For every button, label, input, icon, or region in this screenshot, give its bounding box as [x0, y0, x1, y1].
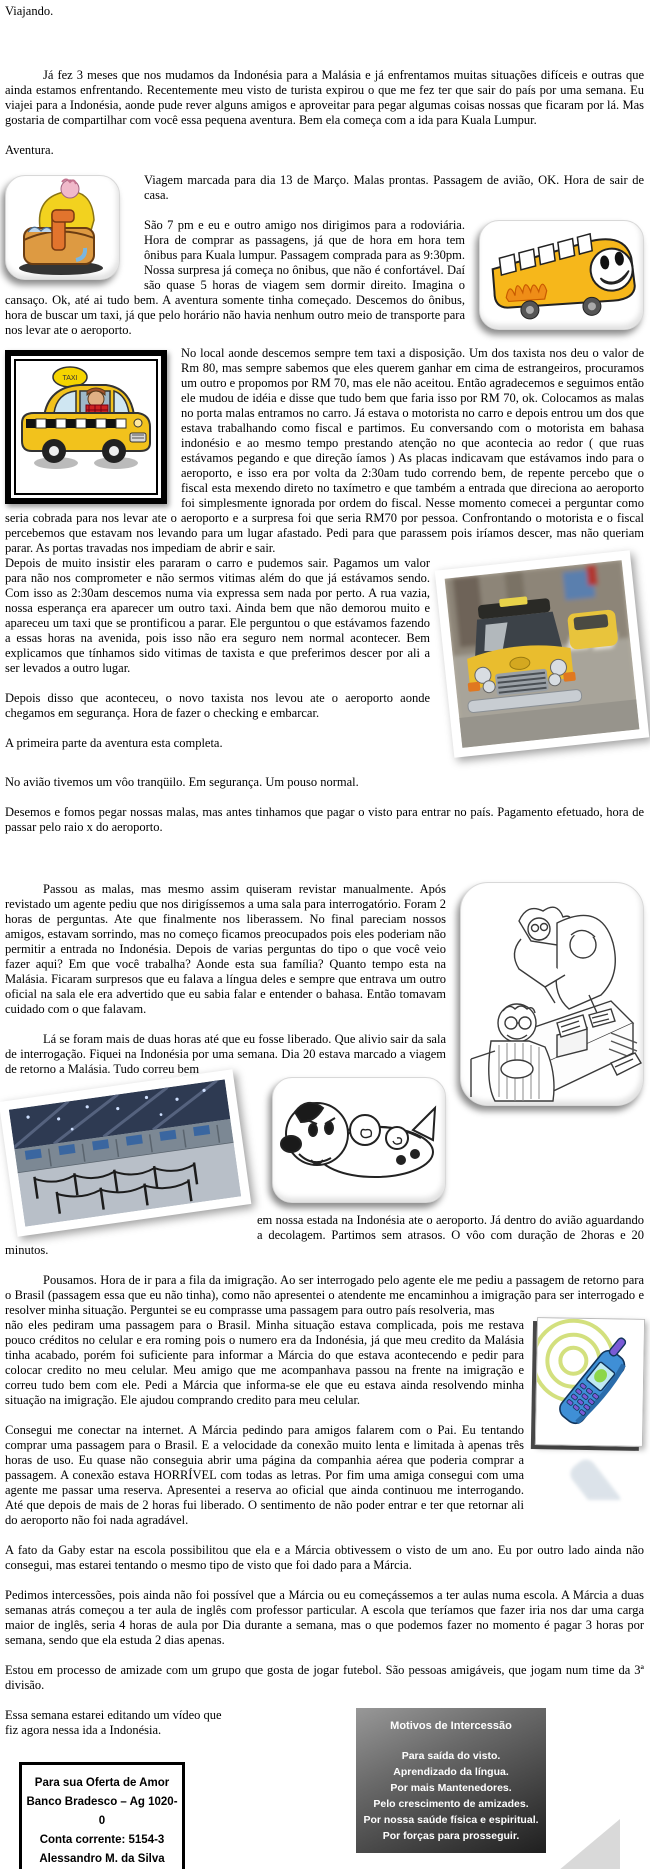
intro-paragraph: Já fez 3 meses que nos mudamos da Indonésia para a Malásia e já enfrentamos muitas situações difíceis e outras que ainda estamos enfrentando. Recentemente meu visto de turista expirou o que me fez ter que sair do país por uma semana. Eu viajei para a Indonésia, aonde pude rever alguns amigos e aproveitar para pegar algumas coisas nossas que ficaram por lá. Mas gostaria de compartilhar com você essa pequena aventura. Bem ela começa com a ida para Kuala Lumpur. — [5, 68, 644, 127]
intercession-box — [356, 1708, 546, 1853]
bottom-right-column — [356, 1708, 620, 1869]
cellphone-icon — [536, 1318, 644, 1446]
bus-clipart — [479, 220, 644, 330]
paragraph-taxi-scam-2: Depois de muito insistir eles pararam o carro e pudemos sair. Pagamos um valor para não nos comprometer e não sermos vitimas além do que já estávamos sendo. Com isso as 2:30am descemos numa via expressa sem nada por perto. A rua vazia, nossa esperança era aparecer um outro taxi. Ainda bem que não demorou muito e apareceu um taxi que se prontificou a parar. Ele perguntou o que estávamos fazendo a essas horas na avenida, pois isso não era seguro nem normal acontecer. Bem explicamos que tínhamos sido vitimas de taxista e que preferimos descer por ali a ser levados a outro lugar. — [5, 556, 430, 675]
bottom-left-column — [5, 1708, 356, 1869]
dog-plane-icon — [273, 1078, 445, 1202]
page-title: Viajando. — [5, 4, 54, 18]
paragraph-interrogation: Passou as malas, mas mesmo assim quiseram revistar manualmente. Após revistado um agente pediu que nos dirigíssemos a uma sala para interrogatório. Foram 2 horas de perguntas. Ate que finalmente nos liberassem. No final pareciam nossos amigos, estavam sorrindo, mas no começo ficamos preocupados pois eles poderiam não permitir a entrada no Indonésia. Depois de varias perguntas do tipo o que você veio fazer aqui? Em que você trabalha? Aonde esta sua família? Quanto tempo esta na Malásia. Ficaram surpresos que eu falava a língua deles e sempre que entrava um outro oficial na sala ele era advertido que eu sabia falar e entender o bahasa. Então tomavam cuidado com o que falavam. — [5, 882, 446, 1016]
paragraph-return-flight: em nossa estada na Indonésia ate o aeroporto. Já dentro do avião aguardando a decolagem. Partimos sem atrasos. O vôo com duração de 2horas e 20 minutos. — [5, 1213, 644, 1257]
suitcase-clipart — [5, 175, 120, 280]
paragraph-flight: No avião tivemos um vôo tranqüilo. Em segurança. Um pouso normal. — [5, 775, 359, 789]
offer-holder: Alessandro M. da Silva — [39, 1853, 165, 1865]
taxi-roof-sign-label: TAXI — [62, 375, 78, 382]
paragraph-first-part-done: A primeira parte da aventura esta completa. — [5, 736, 223, 750]
offer-box — [19, 1762, 185, 1869]
offer-account: Conta corrente: 5154-3 — [39, 1834, 165, 1846]
bus-icon — [480, 221, 643, 329]
intercession-item: Por forças para prosseguir. — [382, 1830, 520, 1842]
corner-triangle-decoration — [546, 1819, 620, 1869]
intercession-item: Para saída do visto. — [401, 1750, 501, 1762]
section-gap — [5, 850, 644, 882]
intercession-item: Por nossa saúde física e espiritual. — [363, 1814, 539, 1826]
dog-plane-clipart — [272, 1077, 446, 1203]
taxi-cartoon-icon — [16, 361, 156, 493]
adventure-heading: Aventura. — [5, 143, 54, 157]
paragraph-taxi-scam-1: No local aonde descemos sempre tem taxi a disposição. Um dos taxista nos deu o valor de Rm 80, mas sempre sabemos que eles querem ganhar em cima de estrangeiros, procuramos um outro e propomos por RM 70, mas ele não aceitou. Então agradecemos e seguimos então ele mudou de idéia e disse que tudo bem que faria isso por RM 70, ok. Colocamos as malas no porta malas entramos no carro. Já estava o motorista no carro e depois entrou um dos que estava trabalhando como fiscal e partimos. Eu conversando com o motorista em bahasa indonésio e ao mesmo tempo prestando atenção no que acontecia ao redor ( que ruas estávamos pegando e que direção íamos ) As placas indicavam que estávamos indo para o aeroporto, e isso era por volta da 2:30am tudo correndo bem, de repente percebo que o fiscal esta mexendo direto no taxímetro e que também a entrada que direciona ao aeroporto foi simplesmente ignorada por ordem do fiscal. Nesse momento comecei a perguntar como seria cobrada para nos levar ate o aeroporto e a surpresa foi que seria RM70 por pessoa. Confrontando o motorista e o fiscal percebemos que estavam nos levando para um lugar afastado. Pedi para que parassem pois iríamos descer, mas não queriam parar. As portas travadas nos impediam de abrir e sair. — [5, 346, 644, 555]
taxi-cartoon-mat — [14, 359, 158, 495]
intercession-title: Motivos de Intercessão — [390, 1720, 512, 1732]
paragraph-new-taxi: Depois disso que aconteceu, o novo taxista nos levou ate o aeroporto aonde chegamos em segurança. Hora de fazer o checking e embarcar. — [5, 691, 430, 720]
cellphone-clipart — [536, 1318, 644, 1500]
paragraph-release: Lá se foram mais de duas horas até que eu fosse liberado. Que alivio sair da sala de interrogação. Fiquei na Indonésia por uma semana. Dia 20 estava marcado a viagem de retorno a Malásia. Tudo correu bem — [5, 1032, 446, 1076]
intercession-item: Por mais Mantenedores. — [390, 1782, 512, 1794]
paragraph-football: Estou em processo de amizade com um grupo que gosta de jogar futebol. São pessoas amigáveis, que jogam num time da 3ª divisão. — [5, 1663, 644, 1692]
bottom-section — [5, 1708, 644, 1869]
paragraph-school: Pedimos intercessões, pois ainda não foi possível que a Márcia ou eu começássemos a ter aulas numa escola. A Márcia a duas semanas atrás começou a ter aula de inglês com professor particular. A escola que teríamos que fazer iria nos dar uma carga maior de inglês, seria 4 horas de aula por Dia durante a semana, mas o que podemos fazer no momento é pagar 3 horas por semana, sendo que ela estuda 2 dias apenas. — [5, 1588, 644, 1647]
paragraph-immigration: Pousamos. Hora de ir para a fila da imigração. Ao ser interrogado pelo agente ele me pediu a passagem de retorno para o Brasil (passagem essa que eu não tinha), como não apresentei o atendente me encaminhou a imigração para ser interrogado e resolver minha situação. Perguntei se eu comprasse uma passagem para outro país resolveria, mas — [5, 1273, 644, 1317]
cellphone-card — [535, 1317, 645, 1447]
paragraph-trip-ready: Viagem marcada para dia 13 de Março. Malas prontas. Passagem de avião, OK. Hora de sair de casa. — [144, 173, 644, 202]
paragraph-bus-trip: São 7 pm e eu e outro amigo nos dirigimos para a rodoviária. Hora de comprar as passagens, já que de hora em hora tem ônibus para Kuala lumpur. Passagem comprada para as 9:30pm. Nossa surpresa já começa no ônibus, que não é confortável. Daí são quase 5 horas de viagem sem dormir direito. Imagina o cansaço. Ok, até ai tudo bem. A aventura somente tinha começado. Descemos do ônibus, hora de buscar um taxi, já que pelo horário não havia nenhum outro meio de transporte para nos levar ate o aeroporto. — [5, 218, 465, 337]
paragraph-phone-credit: não eles pediram uma passagem para o Brasil. Minha situação estava complicada, pois me restava pouco créditos no celular e era roming pois o numero era da Indonésia, já que meu credito da Malásia tinha acabado, porém foi suficiente para informar a Márcia do que estava acontecendo e pedir para colocar credito no meu celular. Meu amigo que me acompanhava passou na frente na imigração e correu tudo bem com ele. Pedi a Márcia que informa-se ele que eu estava ainda resolvendo minha situação na imigração. Ele ajudou comprando credito para meu celular. — [5, 1318, 524, 1407]
offer-title: Para sua Oferta de Amor — [34, 1777, 170, 1789]
taxi-photo-image — [445, 560, 640, 748]
paragraph-visa-status: A fato da Gaby estar na escola possibilitou que ela e a Márcia obtivessem o visto de um ano. Eu por outro lado ainda não consegui, mas estarei tentando o mesmo tipo de visto que foi dado para a Márcia. — [5, 1543, 644, 1572]
intercession-item: Aprendizado da língua. — [393, 1766, 509, 1778]
intercession-item: Pelo crescimento de amizades. — [373, 1798, 529, 1810]
taxi-cartoon-framed — [5, 350, 167, 504]
paragraph-internet-struggle: Consegui me conectar na internet. A Márcia pedindo para amigos falarem com o Pai. Eu tentando comprar uma passagem para o Brasil. E a velocidade da conexão muito lenta e limitada à apenas três horas de uso. Eu quase não conseguia abrir uma página da companhia aérea que poderia comprar a passagem. A conexão estava HORRÍVEL com todas as letras. Por fim uma amiga consegui com uma agente me passar uma reserva. Apresentei a reserva ao oficial que ainda continuou me interrogando. Até que depois de mais de 2 horas fui liberado. O sentimento de não poder entrar e ter que retornar ali do aeroporto não foi nada agradável. — [5, 1423, 524, 1527]
interrogation-cartoon — [460, 882, 644, 1106]
paragraph-baggage-visa: Desemos e fomos pegar nossas malas, mas antes tinhamos que pagar o visto para entrar no país. Pagamento efetuado, hora de passar pelo raio x do aeroporto. — [5, 805, 644, 834]
interrogation-icon — [461, 883, 643, 1105]
suitcase-icon — [6, 176, 119, 279]
cellphone-reflection — [536, 1448, 644, 1500]
offer-bank: Banco Bradesco – Ag 1020-0 — [26, 1796, 178, 1827]
airport-photo-image — [9, 1079, 241, 1226]
paragraph-video-note: Essa semana estarei editando um vídeo que fiz agora nessa ida a Indonésia. — [5, 1708, 222, 1737]
taxi-photo — [435, 550, 650, 757]
